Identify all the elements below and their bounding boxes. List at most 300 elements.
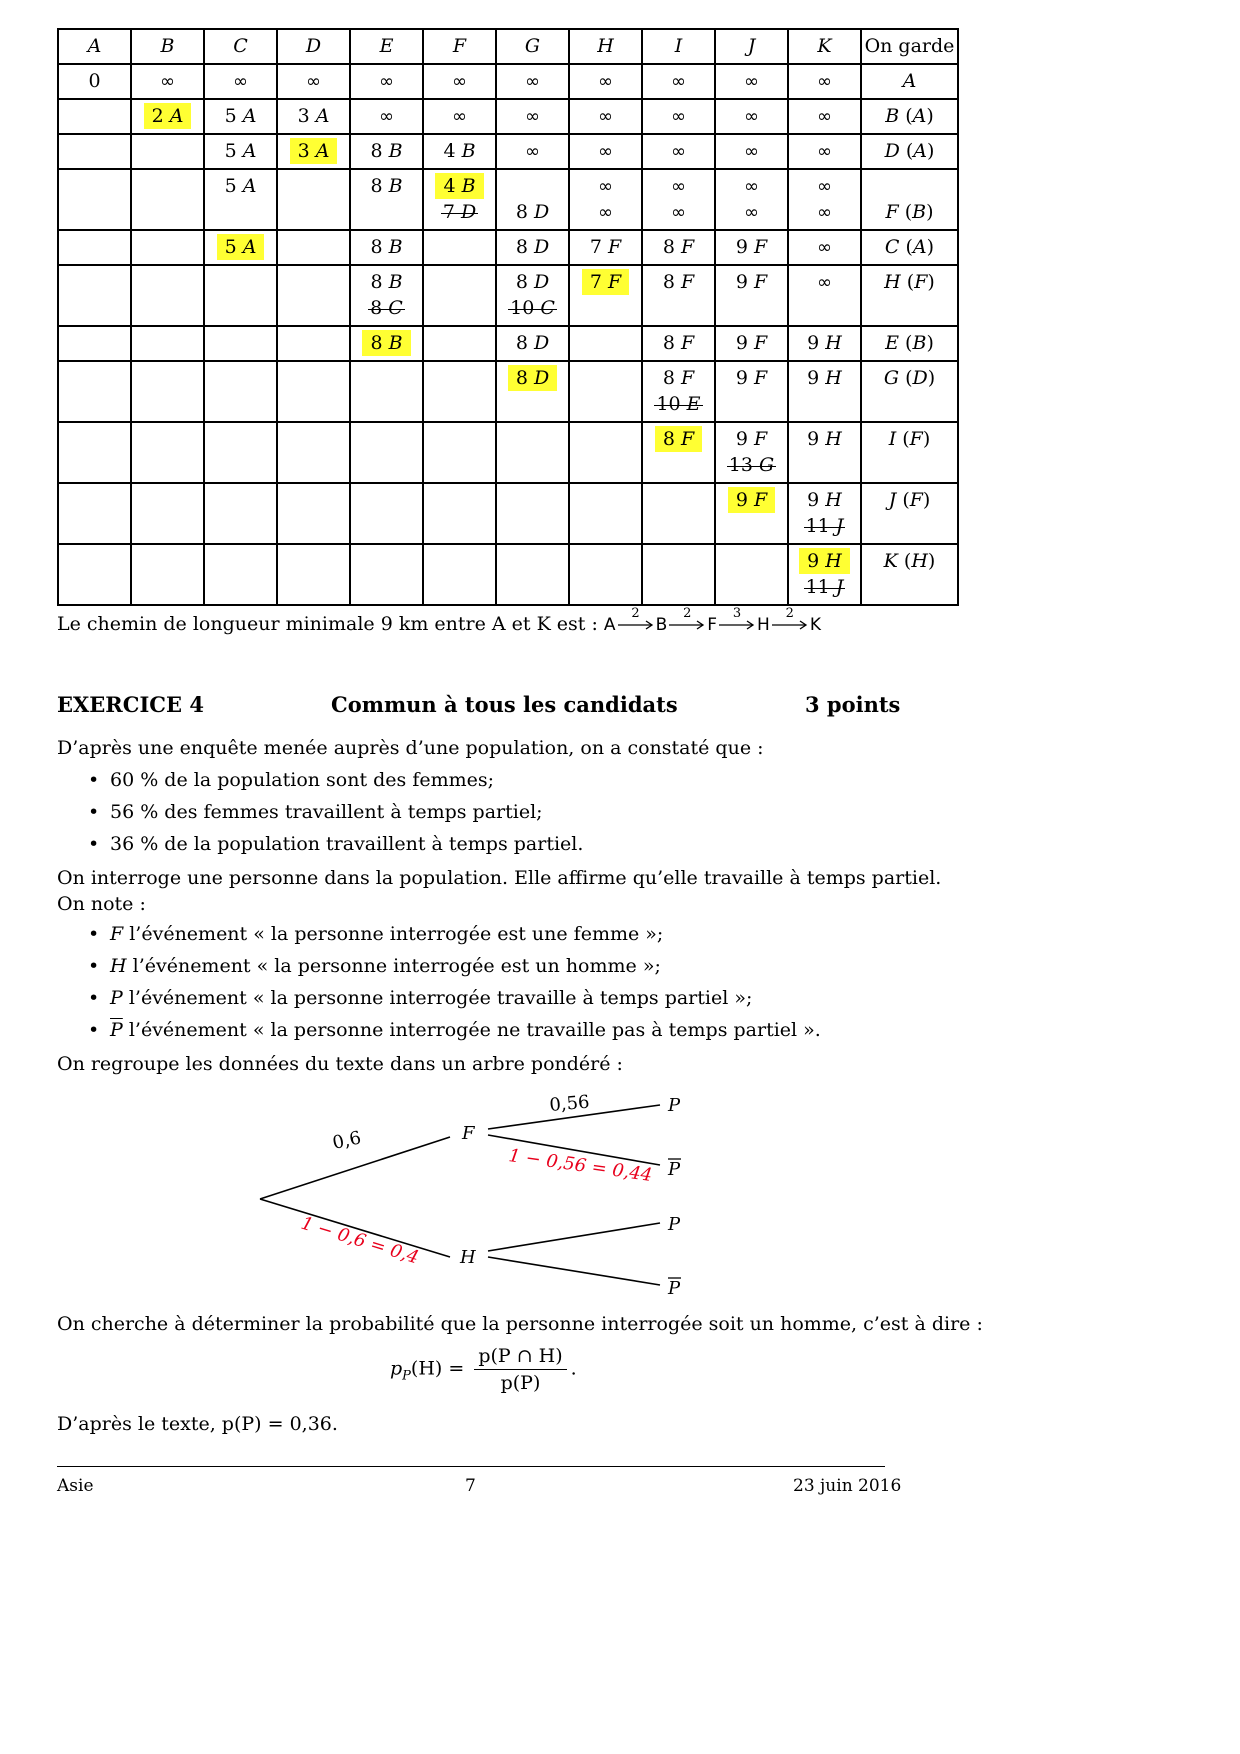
table-cell xyxy=(350,483,423,544)
table-cell xyxy=(131,544,204,605)
cell-value: B (A) xyxy=(885,105,934,127)
table-cell xyxy=(423,265,496,326)
cell-entry xyxy=(643,199,714,225)
cell-value: A xyxy=(902,70,917,92)
table-cell xyxy=(131,99,204,134)
cell-value: 3 A xyxy=(290,138,338,164)
cell-entry xyxy=(643,391,714,417)
cell-entry xyxy=(862,199,957,225)
cell-entry xyxy=(789,138,860,164)
infinity-symbol: ∞ xyxy=(525,106,540,127)
table-cell xyxy=(569,64,642,99)
cell-value: G (D) xyxy=(883,367,936,389)
cell-entry xyxy=(716,103,787,129)
table-cell xyxy=(496,169,569,230)
tree-intro: On regroupe les données du texte dans un arbre pondéré : xyxy=(57,1053,623,1075)
table-cell xyxy=(715,134,788,169)
question-line-2: On note : xyxy=(57,893,146,915)
infinity-symbol: ∞ xyxy=(598,141,613,162)
table-cell xyxy=(496,64,569,99)
cell-value: J (F) xyxy=(888,489,931,511)
cell-entry xyxy=(716,365,787,391)
cell-entry xyxy=(570,68,641,94)
cell-entry xyxy=(789,548,860,574)
event-text: l’événement « la personne interrogée est un homme »; xyxy=(126,955,661,977)
cell-entry xyxy=(205,173,276,199)
table-cell xyxy=(642,326,715,361)
table-row xyxy=(58,230,958,265)
events-list xyxy=(88,918,821,1046)
cell-entry xyxy=(862,68,957,94)
table-cell xyxy=(204,361,277,422)
table-cell xyxy=(642,265,715,326)
table-row xyxy=(58,326,958,361)
exercise-points: 3 points xyxy=(805,692,901,717)
infinity-symbol: ∞ xyxy=(306,71,321,92)
cell-value: 8 D xyxy=(515,271,550,293)
intro-text: D’après une enquête menée auprès d’une population, on a constaté que : xyxy=(57,737,764,759)
table-cell xyxy=(496,361,569,422)
node-H: H xyxy=(460,1247,476,1268)
infinity-symbol: ∞ xyxy=(817,272,832,293)
table-cell xyxy=(350,422,423,483)
table-cell xyxy=(715,544,788,605)
cell-value: 11 J xyxy=(805,515,844,537)
table-cell xyxy=(496,99,569,134)
cell-value: 8 D xyxy=(515,201,550,223)
table-cell xyxy=(861,64,958,99)
table-cell xyxy=(788,361,861,422)
infinity-symbol: ∞ xyxy=(744,202,759,223)
header-cell: J xyxy=(715,29,788,64)
facts-list xyxy=(88,764,583,860)
cell-value: 5 A xyxy=(224,140,257,162)
table-cell xyxy=(350,361,423,422)
table-cell xyxy=(569,99,642,134)
table-cell xyxy=(277,361,350,422)
path-arrow xyxy=(719,606,755,632)
table-cell xyxy=(715,169,788,230)
cell-value: 13 G xyxy=(728,454,775,476)
table-cell xyxy=(131,483,204,544)
header-cell: I xyxy=(642,29,715,64)
table-cell xyxy=(58,361,131,422)
table-row xyxy=(58,134,958,169)
cell-value: 9 F xyxy=(735,271,768,293)
cell-value: 9 H xyxy=(807,332,842,354)
header-cell: H xyxy=(569,29,642,64)
cell-entry xyxy=(643,330,714,356)
arrow-weight: 2 xyxy=(631,606,640,621)
cell-entry xyxy=(643,426,714,452)
cell-entry xyxy=(351,295,422,321)
infinity-symbol: ∞ xyxy=(817,176,832,197)
header-cell: F xyxy=(423,29,496,64)
cell-entry xyxy=(716,487,787,513)
table-cell xyxy=(861,361,958,422)
cell-entry xyxy=(643,234,714,260)
cell-value: 9 F xyxy=(735,332,768,354)
table-cell xyxy=(715,230,788,265)
formula-end: . xyxy=(570,1357,577,1380)
cell-entry xyxy=(789,68,860,94)
table-cell xyxy=(131,422,204,483)
cell-entry xyxy=(497,295,568,321)
cell-value: 8 B xyxy=(362,330,410,356)
cell-entry xyxy=(643,269,714,295)
infinity-symbol: ∞ xyxy=(817,106,832,127)
header-cell: On garde xyxy=(861,29,958,64)
cell-entry xyxy=(643,68,714,94)
cell-value: 5 A xyxy=(217,234,265,260)
cell-entry xyxy=(424,173,495,199)
table-cell xyxy=(569,483,642,544)
table-cell xyxy=(569,361,642,422)
table-cell xyxy=(788,169,861,230)
cell-entry xyxy=(570,234,641,260)
cell-entry xyxy=(351,138,422,164)
table-row xyxy=(58,169,958,230)
table-cell xyxy=(204,326,277,361)
weight-F: 0,6 xyxy=(330,1127,364,1154)
conditional-probability-formula xyxy=(390,1345,577,1394)
leaf-H-Pbar: P xyxy=(668,1278,681,1299)
table-cell xyxy=(204,230,277,265)
table-cell xyxy=(277,483,350,544)
table-cell xyxy=(715,99,788,134)
leaf-F-Pbar: P xyxy=(668,1159,681,1180)
shortest-path xyxy=(603,606,821,637)
event-item xyxy=(88,918,821,950)
table-cell xyxy=(642,422,715,483)
table-cell xyxy=(861,169,958,230)
table-cell xyxy=(350,134,423,169)
table-cell xyxy=(277,265,350,326)
fact-item: • 56 % des femmes travaillent à temps partiel; xyxy=(88,796,583,828)
infinity-symbol: ∞ xyxy=(744,106,759,127)
cell-value: C (A) xyxy=(884,236,935,258)
table-cell xyxy=(642,361,715,422)
table-cell xyxy=(423,169,496,230)
table-cell xyxy=(423,361,496,422)
table-cell xyxy=(423,64,496,99)
table-cell xyxy=(423,134,496,169)
cell-value: 8 F xyxy=(655,426,702,452)
infinity-symbol: ∞ xyxy=(817,202,832,223)
cell-entry xyxy=(205,234,276,260)
infinity-symbol: ∞ xyxy=(598,176,613,197)
header-cell: E xyxy=(350,29,423,64)
table-cell xyxy=(788,230,861,265)
formula-fraction xyxy=(474,1345,566,1394)
table-row xyxy=(58,422,958,483)
cell-entry xyxy=(59,68,130,94)
cell-entry xyxy=(497,103,568,129)
cell-entry xyxy=(497,199,568,225)
fact-item: • 60 % de la population sont des femmes; xyxy=(88,764,583,796)
infinity-symbol: ∞ xyxy=(379,71,394,92)
cell-entry xyxy=(351,234,422,260)
cell-entry xyxy=(789,103,860,129)
cell-entry xyxy=(205,138,276,164)
cell-entry xyxy=(497,365,568,391)
table-cell xyxy=(861,265,958,326)
footer-left: Asie xyxy=(57,1476,94,1496)
infinity-symbol: ∞ xyxy=(525,71,540,92)
table-cell xyxy=(423,99,496,134)
table-row xyxy=(58,64,958,99)
cell-entry xyxy=(351,103,422,129)
cell-entry xyxy=(716,173,787,199)
cell-entry xyxy=(789,426,860,452)
event-symbol: $\overline{P}$ xyxy=(110,1019,123,1041)
table-cell xyxy=(496,326,569,361)
table-cell xyxy=(715,361,788,422)
cell-entry xyxy=(570,173,641,199)
table-row xyxy=(58,361,958,422)
cell-value: 7 F xyxy=(582,269,629,295)
table-cell xyxy=(58,544,131,605)
table-cell xyxy=(350,230,423,265)
cell-entry xyxy=(789,199,860,225)
table-cell xyxy=(131,64,204,99)
branch-H-Pbar xyxy=(488,1257,660,1285)
table-cell xyxy=(131,230,204,265)
cell-entry xyxy=(862,138,957,164)
cell-value: 9 F xyxy=(728,487,775,513)
cell-entry xyxy=(643,103,714,129)
table-cell xyxy=(569,422,642,483)
formula-sub: P xyxy=(402,1368,411,1384)
table-cell xyxy=(861,99,958,134)
table-cell xyxy=(642,483,715,544)
table-cell xyxy=(788,134,861,169)
table-cell xyxy=(204,99,277,134)
table-cell xyxy=(642,230,715,265)
table-cell xyxy=(277,544,350,605)
conclusion-line xyxy=(57,606,821,637)
table-cell xyxy=(642,169,715,230)
table-cell xyxy=(350,99,423,134)
cell-entry xyxy=(643,365,714,391)
table-cell xyxy=(58,99,131,134)
header-cell: D xyxy=(277,29,350,64)
event-text: l’événement « la personne interrogée est une femme »; xyxy=(123,923,664,945)
table-cell xyxy=(642,134,715,169)
cell-entry xyxy=(862,103,957,129)
infinity-symbol: ∞ xyxy=(671,106,686,127)
cell-entry xyxy=(643,173,714,199)
exercise-subtitle: Commun à tous les candidats xyxy=(331,692,678,717)
event-text: l’événement « la personne interrogée travaille à temps partiel »; xyxy=(122,987,753,1009)
table-cell xyxy=(350,64,423,99)
table-cell xyxy=(569,169,642,230)
cell-entry xyxy=(497,234,568,260)
cell-value: 7 F xyxy=(589,236,622,258)
cell-entry xyxy=(716,68,787,94)
cell-entry xyxy=(716,269,787,295)
table-cell xyxy=(131,361,204,422)
table-cell xyxy=(861,483,958,544)
cell-entry xyxy=(716,199,787,225)
table-cell xyxy=(204,422,277,483)
cell-value: 8 F xyxy=(662,271,695,293)
path-node: B xyxy=(655,615,668,635)
table-cell xyxy=(58,265,131,326)
search-line: On cherche à déterminer la probabilité que la personne interrogée soit un homme, c’est à dire : xyxy=(57,1313,983,1335)
table-cell xyxy=(58,134,131,169)
infinity-symbol: ∞ xyxy=(598,71,613,92)
header-cell: K xyxy=(788,29,861,64)
cell-entry xyxy=(789,487,860,513)
cell-entry xyxy=(424,68,495,94)
table-cell xyxy=(204,134,277,169)
table-cell xyxy=(277,134,350,169)
infinity-symbol: ∞ xyxy=(671,202,686,223)
event-symbol: H xyxy=(110,955,127,977)
cell-entry xyxy=(497,269,568,295)
table-cell xyxy=(204,64,277,99)
infinity-symbol: ∞ xyxy=(671,71,686,92)
infinity-symbol: ∞ xyxy=(817,141,832,162)
table-cell xyxy=(204,265,277,326)
table-cell xyxy=(58,326,131,361)
table-cell xyxy=(569,544,642,605)
path-node: F xyxy=(707,615,718,635)
table-cell xyxy=(496,483,569,544)
infinity-symbol: ∞ xyxy=(233,71,248,92)
table-cell xyxy=(131,265,204,326)
cell-entry xyxy=(716,330,787,356)
cell-entry xyxy=(351,68,422,94)
table-cell xyxy=(715,64,788,99)
table-cell xyxy=(788,326,861,361)
table-cell xyxy=(642,544,715,605)
cell-entry xyxy=(497,330,568,356)
table-cell xyxy=(58,169,131,230)
cell-entry xyxy=(351,269,422,295)
formula-numerator: p(P ∩ H) xyxy=(474,1345,566,1370)
infinity-symbol: ∞ xyxy=(817,71,832,92)
table-cell xyxy=(58,422,131,483)
table-cell xyxy=(715,326,788,361)
table-cell xyxy=(861,544,958,605)
cell-value: 8 B xyxy=(370,175,403,197)
table-cell xyxy=(715,422,788,483)
leaf-H-P: P xyxy=(668,1214,681,1235)
table-cell xyxy=(788,544,861,605)
cell-value: 5 A xyxy=(224,175,257,197)
path-arrow xyxy=(772,606,808,632)
infinity-symbol: ∞ xyxy=(671,176,686,197)
infinity-symbol: ∞ xyxy=(744,141,759,162)
cell-entry xyxy=(570,138,641,164)
cell-entry xyxy=(132,103,203,129)
table-cell xyxy=(861,134,958,169)
table-row xyxy=(58,544,958,605)
table-cell xyxy=(350,265,423,326)
formula-denominator: p(P) xyxy=(500,1372,541,1394)
cell-value: 7 D xyxy=(442,201,477,223)
table-cell xyxy=(204,483,277,544)
cell-entry xyxy=(789,513,860,539)
cell-value: 8 C xyxy=(370,297,403,319)
cell-entry xyxy=(497,68,568,94)
infinity-symbol: ∞ xyxy=(671,141,686,162)
table-cell xyxy=(277,230,350,265)
weight-H: 1 − 0,6 = 0,4 xyxy=(298,1212,422,1269)
infinity-symbol: ∞ xyxy=(598,106,613,127)
path-arrow xyxy=(618,606,654,632)
table-cell xyxy=(423,422,496,483)
probability-tree xyxy=(250,1075,720,1300)
infinity-symbol: ∞ xyxy=(744,71,759,92)
table-cell xyxy=(788,265,861,326)
table-cell xyxy=(788,483,861,544)
table-cell xyxy=(350,544,423,605)
formula-arg: (H) = xyxy=(410,1357,465,1380)
table-cell xyxy=(861,326,958,361)
fact-item: • 36 % de la population travaillent à temps partiel. xyxy=(88,828,583,860)
cell-entry xyxy=(205,103,276,129)
cell-value: 8 B xyxy=(370,140,403,162)
cell-entry xyxy=(424,138,495,164)
cell-value: 8 F xyxy=(662,236,695,258)
cell-value: 2 A xyxy=(144,103,192,129)
path-node: H xyxy=(757,615,770,635)
cell-entry xyxy=(789,365,860,391)
table-cell xyxy=(496,422,569,483)
table-cell xyxy=(496,265,569,326)
cell-entry xyxy=(570,269,641,295)
cell-value: 9 H xyxy=(807,367,842,389)
last-line: D’après le texte, p(P) = 0,36. xyxy=(57,1413,338,1435)
footer-page-number: 7 xyxy=(465,1476,476,1496)
cell-entry xyxy=(862,487,957,513)
infinity-symbol: ∞ xyxy=(817,237,832,258)
conclusion-text: Le chemin de longueur minimale 9 km entre A et K est : xyxy=(57,613,598,635)
cell-value: 8 F xyxy=(662,367,695,389)
table-cell xyxy=(642,64,715,99)
cell-entry xyxy=(716,452,787,478)
cell-entry xyxy=(862,173,957,199)
table-cell xyxy=(277,326,350,361)
footer-rule xyxy=(57,1466,885,1467)
cell-value: E (B) xyxy=(885,332,934,354)
infinity-symbol: ∞ xyxy=(452,106,467,127)
table-cell xyxy=(277,169,350,230)
table-cell xyxy=(423,230,496,265)
table-cell xyxy=(423,326,496,361)
branch-H-P xyxy=(488,1223,660,1251)
table-cell xyxy=(788,422,861,483)
cell-entry xyxy=(789,330,860,356)
cell-entry xyxy=(862,548,957,574)
table-row xyxy=(58,265,958,326)
table-cell xyxy=(277,64,350,99)
formula-p: p xyxy=(390,1357,403,1380)
table-cell xyxy=(715,265,788,326)
arrow-weight: 3 xyxy=(732,606,742,621)
cell-entry xyxy=(789,234,860,260)
infinity-symbol: ∞ xyxy=(598,202,613,223)
cell-entry xyxy=(497,138,568,164)
cell-entry xyxy=(424,199,495,225)
cell-entry xyxy=(205,68,276,94)
table-cell xyxy=(569,134,642,169)
cell-entry xyxy=(278,138,349,164)
table-header-row xyxy=(58,29,958,64)
